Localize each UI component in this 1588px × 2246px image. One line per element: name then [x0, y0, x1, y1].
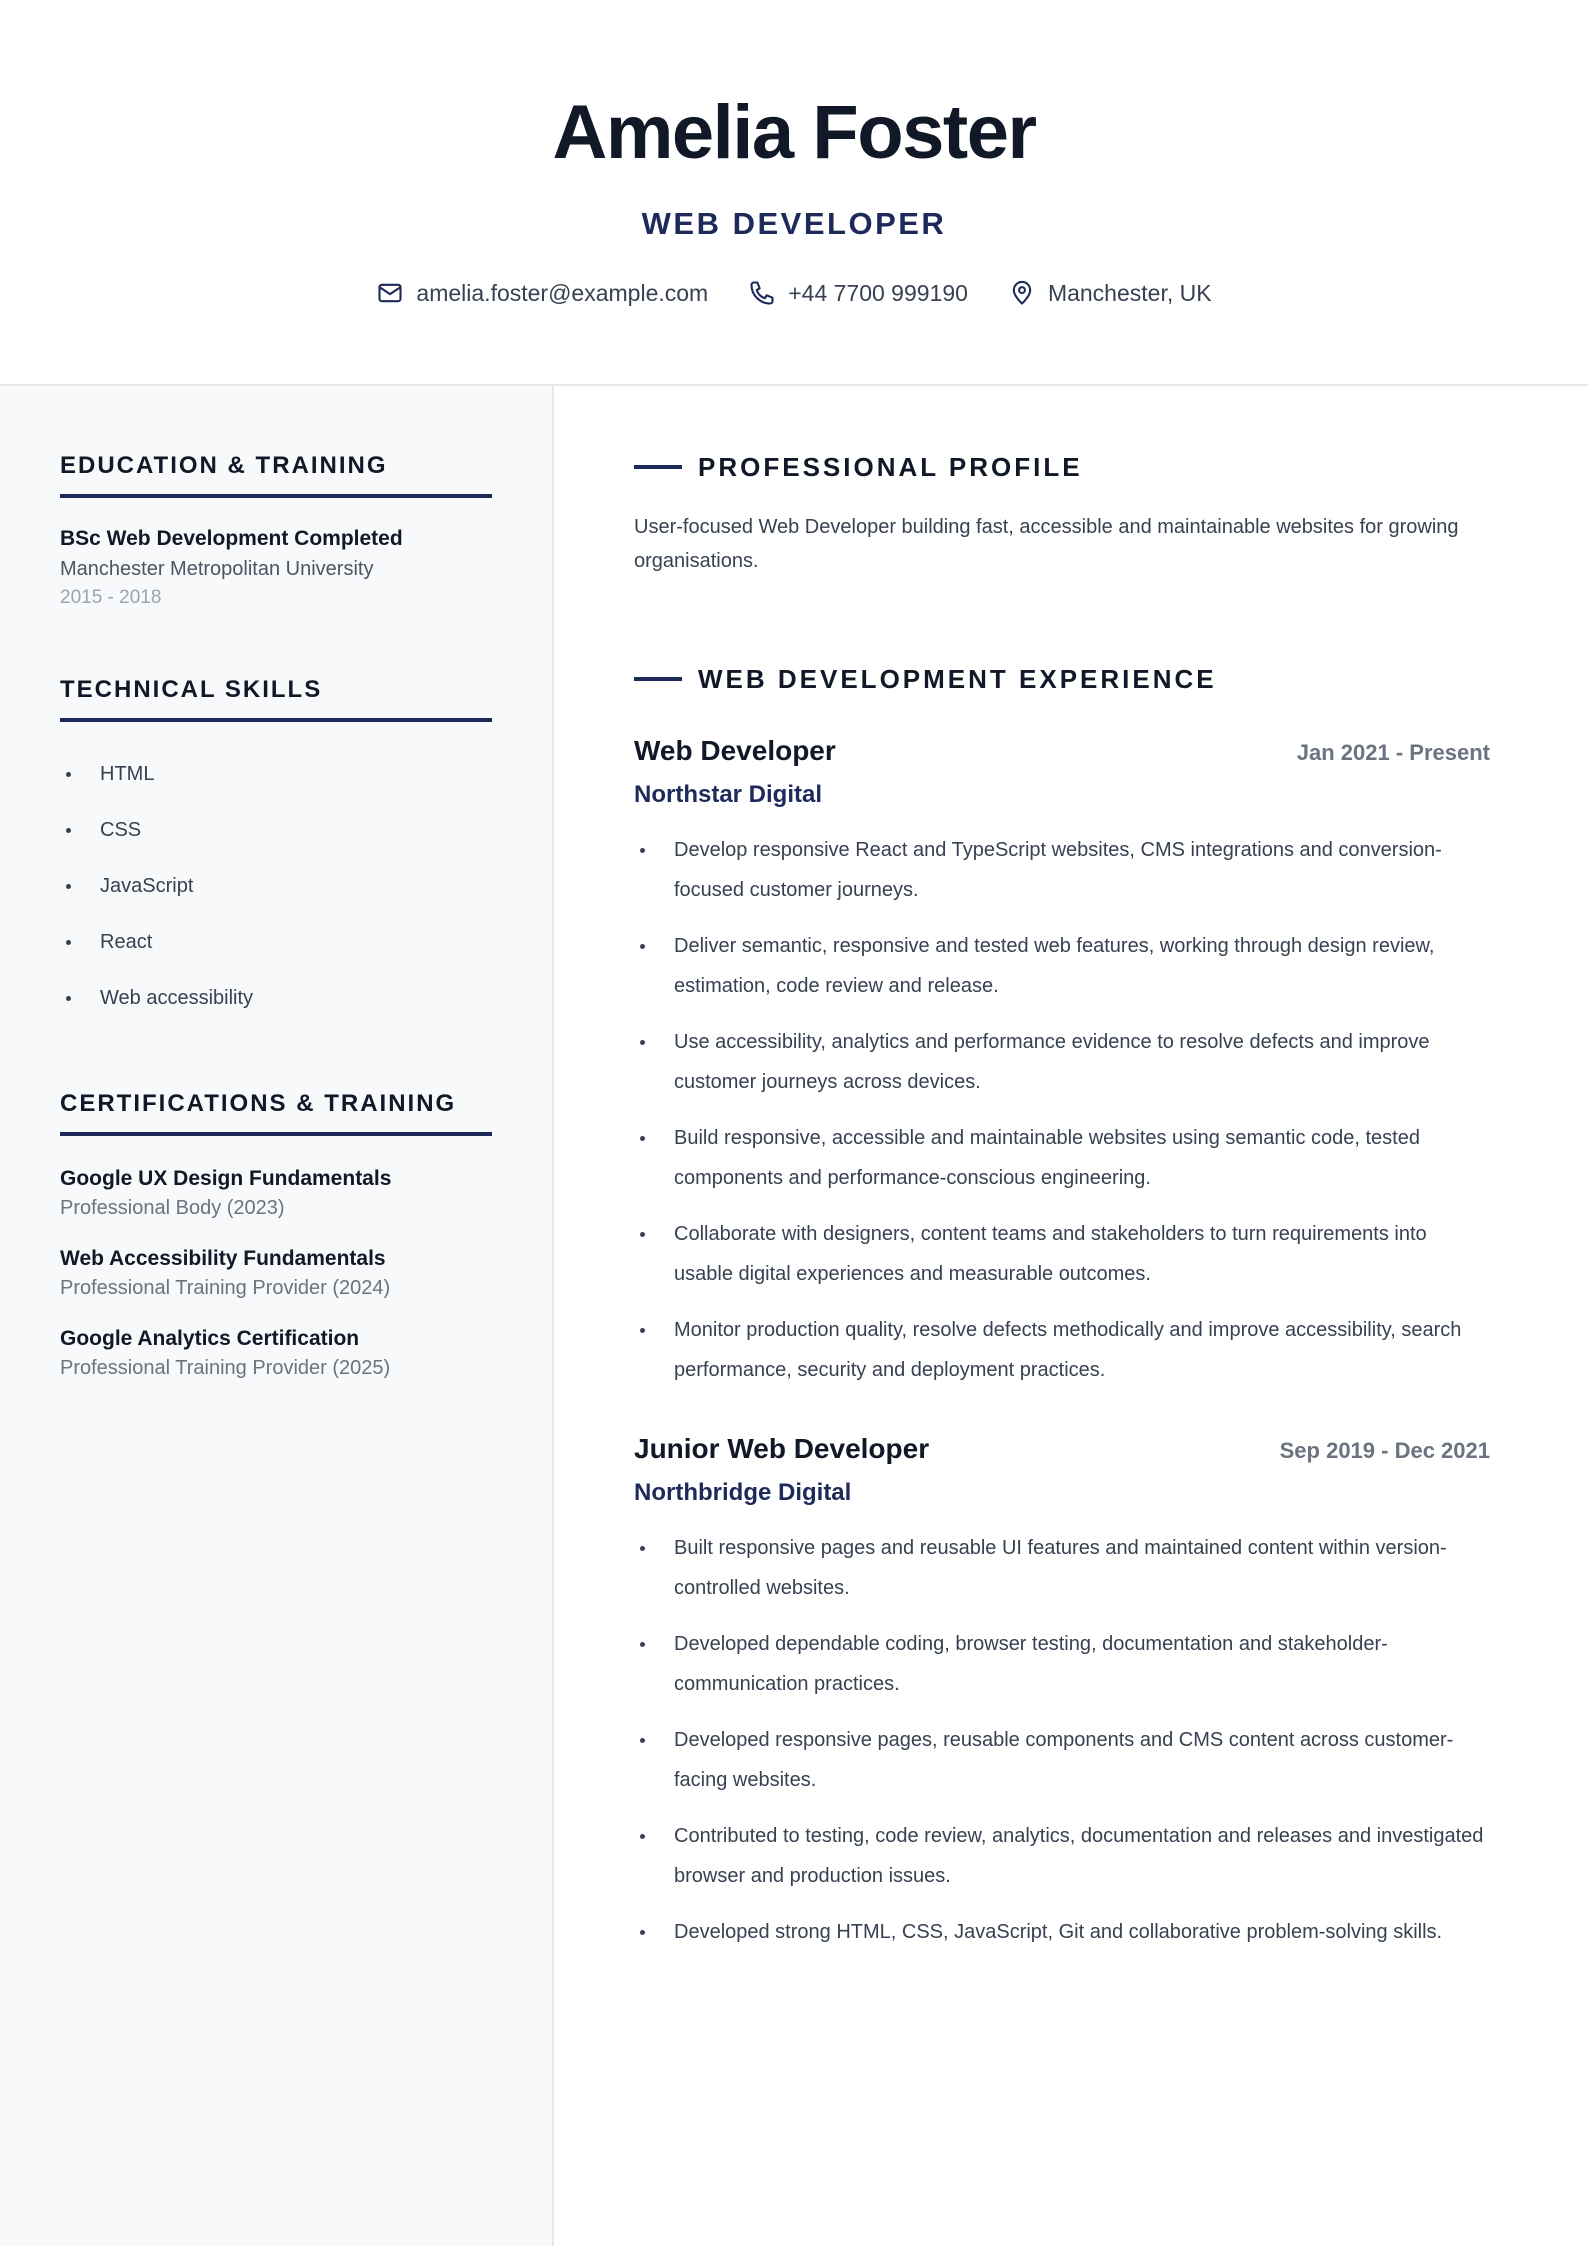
certification-org: Professional Training Provider (2025) — [60, 1357, 391, 1379]
job-bullet: Developed dependable coding, browser testing, documentation and stakeholder-communication practices. — [634, 1624, 1490, 1704]
sidebar — [0, 386, 554, 2246]
certification-name: Google UX Design Fundamentals — [60, 1167, 392, 1190]
skill-item: HTML — [60, 746, 492, 802]
job-title: Web Developer — [634, 735, 836, 766]
certifications-heading: CERTIFICATIONS & TRAINING — [60, 1088, 492, 1136]
job-company: Northbridge Digital — [634, 1479, 852, 1506]
skill-item: Web accessibility — [60, 970, 492, 1026]
education-degree: BSc Web Development Completed — [60, 527, 403, 550]
experience-section — [634, 662, 1490, 1952]
profile-text: User-focused Web Developer building fast, accessible and maintainable websites for growing organisations. — [634, 516, 1459, 572]
job-bullets — [634, 830, 1490, 1390]
candidate-name: Amelia Foster — [552, 90, 1036, 175]
experience-heading-text: WEB DEVELOPMENT EXPERIENCE — [698, 664, 1217, 694]
heading-accent-bar — [634, 465, 682, 469]
skills-list — [60, 746, 492, 1026]
certification-name: Web Accessibility Fundamentals — [60, 1247, 386, 1270]
resume-body — [0, 386, 1588, 2246]
profile-heading — [634, 450, 1490, 484]
education-section — [60, 450, 492, 612]
contact-bar — [0, 278, 1588, 308]
job-bullet: Develop responsive React and TypeScript websites, CMS integrations and conversion-focused customer journeys. — [634, 830, 1490, 910]
certification-item — [60, 1324, 492, 1382]
job-entry — [634, 1430, 1490, 1952]
skills-section — [60, 674, 492, 1026]
education-school: Manchester Metropolitan University — [60, 558, 374, 580]
heading-accent-bar — [634, 677, 682, 681]
profile-section — [634, 450, 1490, 578]
job-bullet: Collaborate with designers, content teams and stakeholders to turn requirements into usable digital experiences and measurable outcomes. — [634, 1214, 1490, 1294]
certification-item — [60, 1164, 492, 1222]
candidate-role: WEB DEVELOPER — [641, 206, 947, 241]
map-pin-icon — [1008, 279, 1036, 307]
job-bullet: Monitor production quality, resolve defects methodically and improve accessibility, search performance, security and deployment practices. — [634, 1310, 1490, 1390]
job-entry — [634, 732, 1490, 1390]
job-bullet: Developed responsive pages, reusable components and CMS content across customer-facing websites. — [634, 1720, 1490, 1800]
certification-name: Google Analytics Certification — [60, 1327, 360, 1350]
job-company: Northstar Digital — [634, 781, 823, 808]
job-dates: Jan 2021 - Present — [1296, 740, 1490, 765]
experience-heading — [634, 662, 1490, 696]
skill-item: JavaScript — [60, 858, 492, 914]
job-bullets — [634, 1528, 1490, 1952]
profile-heading-text: PROFESSIONAL PROFILE — [698, 452, 1083, 482]
contact-location — [1008, 278, 1212, 308]
phone-text: +44 7700 999190 — [788, 280, 968, 306]
contact-phone[interactable] — [748, 278, 968, 308]
certification-org: Professional Training Provider (2024) — [60, 1277, 391, 1299]
certification-item — [60, 1244, 492, 1302]
certification-org: Professional Body (2023) — [60, 1197, 285, 1219]
mail-icon — [376, 279, 404, 307]
job-title: Junior Web Developer — [634, 1433, 930, 1464]
job-bullet: Build responsive, accessible and maintainable websites using semantic code, tested components and performance-conscious engineering. — [634, 1118, 1490, 1198]
education-years: 2015 - 2018 — [60, 587, 162, 608]
job-bullet: Developed strong HTML, CSS, JavaScript, Git and collaborative problem-solving skills. — [634, 1912, 1490, 1952]
job-bullet: Built responsive pages and reusable UI features and maintained content within version-controlled websites. — [634, 1528, 1490, 1608]
location-text: Manchester, UK — [1047, 280, 1212, 306]
job-dates: Sep 2019 - Dec 2021 — [1279, 1438, 1490, 1463]
main-content — [554, 386, 1588, 2246]
email-text: amelia.foster@example.com — [416, 280, 709, 306]
contact-email[interactable] — [376, 278, 708, 308]
phone-icon — [748, 279, 776, 307]
resume-header — [0, 0, 1588, 386]
job-bullet: Contributed to testing, code review, analytics, documentation and releases and investigated browser and production issues. — [634, 1816, 1490, 1896]
job-bullet: Deliver semantic, responsive and tested web features, working through design review, estimation, code review and release. — [634, 926, 1490, 1006]
job-bullet: Use accessibility, analytics and performance evidence to resolve defects and improve customer journeys across devices. — [634, 1022, 1490, 1102]
skills-heading: TECHNICAL SKILLS — [60, 674, 492, 722]
education-heading: EDUCATION & TRAINING — [60, 450, 492, 498]
skill-item: CSS — [60, 802, 492, 858]
skill-item: React — [60, 914, 492, 970]
certifications-section — [60, 1088, 492, 1382]
